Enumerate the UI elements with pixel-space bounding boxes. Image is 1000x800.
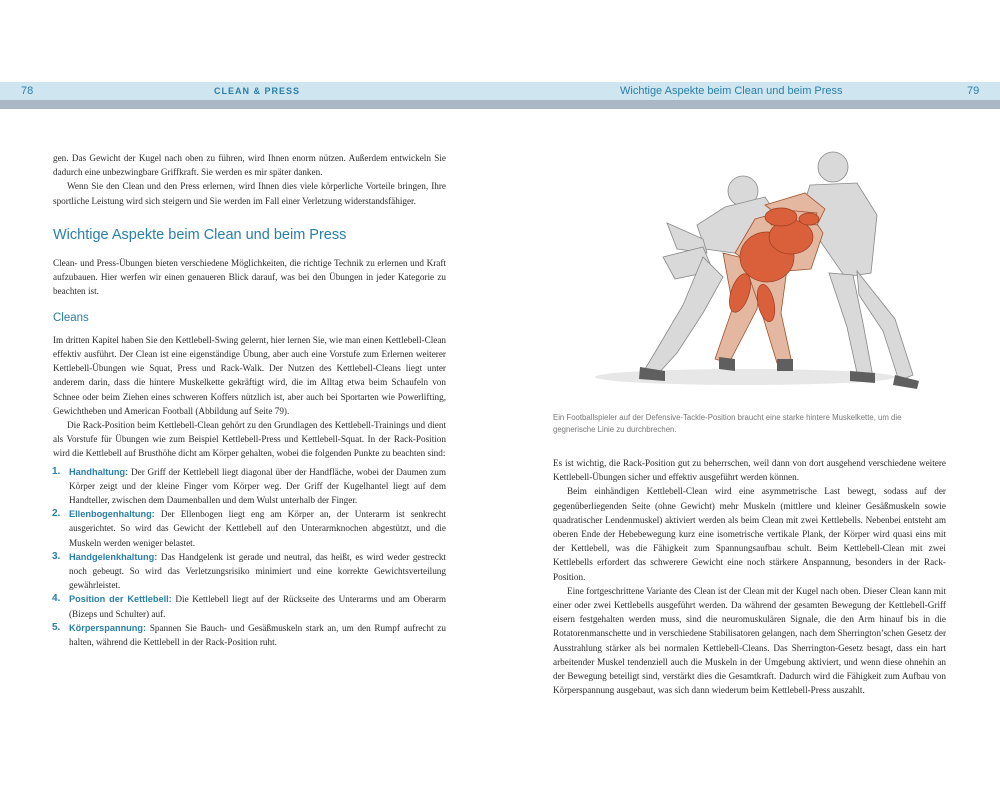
header-bar: [0, 82, 1000, 100]
paragraph: Eine fortgeschrittene Variante des Clean ist der Clean mit der Kugel nach oben. Dieser Clean kann mit einer oder zwei Kettlebells ausgeführt werden. Da während der gesamten Bewegung der Kettlebell-Griff eisern festgehalten werden muss, sind die neuromuskulären Signale, die den Arm hinauf bis in die Rotatorenmanschette und in verschiedene Stabilisatoren gelangen, nach dem Sherrington’schen Gesetz der Ausstrahlung stärker als bei normalen Kettlebell-Cleans. Das Sherrington-Gesetz besagt, dass ein hart arbeitender Muskel tendenziell auch die Muskeln in der Umgebung aktiviert, und wenn diese ohnehin an der Bewegung beteiligt sind, verstärkt dies die Gesamtkraft. Dadurch wird die Fähigkeit zum Aufbau von Körperspannung ausgebaut, was sich dann wiederum beim Kettlebell-Press auszahlt.: [553, 585, 946, 696]
list-item: [53, 592, 446, 620]
page-number-right: 79: [967, 85, 980, 97]
list-text: Das Handgelenk ist gerade und neutral, das heißt, es wird weder gestreckt noch gebeugt. So wird das Verletzungsrisiko minimiert und eine korrekte Gewichtsverteilung gewährleistet.: [69, 551, 446, 591]
list-term: Position der Kettlebell:: [69, 594, 172, 605]
subsection-heading: Cleans: [53, 311, 89, 324]
list-number: 4.: [52, 593, 61, 605]
figure-caption: Ein Footballspieler auf der Defensive-Tackle-Position braucht eine starke hintere Muskelkette, um die gegnerische Linie zu durchbrechen.: [553, 413, 902, 434]
list-number: 2.: [52, 508, 61, 520]
paragraph: Clean- und Press-Übungen bieten verschiedene Möglichkeiten, die richtige Technik zu erlernen und Kraft aufzubauen. Hier werfen wir einen genaueren Blick darauf, was bei den Übungen in jeder Kategorie zu beachten ist.: [53, 258, 446, 297]
running-head-left: CLEAN & PRESS: [214, 86, 301, 96]
list-term: Handgelenkhaltung:: [69, 551, 158, 562]
section-heading: Wichtige Aspekte beim Clean und beim Press: [53, 226, 347, 243]
rack-position-points-list: [53, 465, 446, 650]
list-item: [53, 621, 446, 649]
paragraph: Beim einhändigen Kettlebell-Clean wird eine asymmetrische Last bewegt, sodass auf der gegenüberliegenden Seite (ohne Gewicht) mehr Muskeln (mittlere und kleiner Gesäßmuskeln sowie quadratischer Lendenmuskel) aktiviert werden als beim Clean mit zwei Kettlebells. Nebenbei entsteht am oberen Ende der Hebebewegung kurz eine isometrische vertikale Plank, der Körper wird quasi eins mit der Kettlebell, was die Fähigkeit zum Spannungsaufbau schult. Beim Kettlebell-Clean mit zwei Kettlebells erfordert das schwerere Gewicht eine noch stärkere Anspannung, besonders in der Rack-Position.: [553, 486, 946, 582]
paragraph: gen. Das Gewicht der Kugel nach oben zu führen, wird Ihnen enorm nützen. Außerdem entwickeln Sie dadurch eine unbezwingbare Griffkraft. Sie werden es mir später danken.: [53, 153, 446, 178]
list-number: 1.: [52, 465, 61, 477]
page-number-left: 78: [21, 85, 34, 97]
list-text: Der Ellenbogen liegt eng am Körper an, der Unterarm ist senkrecht ausgerichtet. So wird das Gewicht der Kettlebell auf den Unterarmknochen abgestützt, und die Muskeln werden weniger belastet.: [69, 509, 446, 548]
list-term: Körperspannung:: [69, 622, 147, 633]
list-number: 5.: [52, 621, 61, 633]
list-term: Ellenbogenhaltung:: [69, 509, 155, 520]
list-text: Der Griff der Kettlebell liegt diagonal über der Handfläche, wobei der Daumen zum Körper zeigt und der kleine Finger vom Körper weg. Der Griff der Kugelhantel liegt auf dem Handteller, zwischen dem Daumenballen und dem Wulst unterhalb der Finger.: [69, 466, 446, 506]
list-term: Handhaltung:: [69, 466, 129, 477]
left-page-column: [53, 151, 446, 649]
paragraph: Wenn Sie den Clean und den Press erlernen, wird Ihnen dies viele körperliche Vorteile bringen, Ihre sportliche Leistung wird sich steigern und Sie werden im Fall einer Verletzung widerstandsfähiger.: [53, 181, 446, 206]
list-item: [53, 550, 446, 593]
running-head-right: Wichtige Aspekte beim Clean und beim Press: [620, 85, 843, 97]
list-item: [53, 465, 446, 508]
header-rule: [0, 100, 1000, 109]
right-page-column: [553, 456, 946, 697]
list-text: Die Kettlebell liegt auf der Rückseite des Unterarms und am Oberarm (Bizeps und Schulter) auf.: [69, 594, 446, 619]
list-item: [53, 507, 446, 550]
paragraph: Es ist wichtig, die Rack-Position gut zu beherrschen, weil dann von dort ausgehend verschiedene weitere Kettlebell-Übungen sicher und effektiv ausgeführt werden können.: [553, 458, 946, 483]
football-players-anatomy-illustration: [595, 145, 925, 400]
list-number: 3.: [52, 550, 61, 562]
list-text: Spannen Sie Bauch- und Gesäßmuskeln stark an, um den Rumpf aufrecht zu halten, während die Kettlebell in der Rack-Position ruht.: [69, 622, 446, 648]
paragraph: Im dritten Kapitel haben Sie den Kettlebell-Swing gelernt, hier lernen Sie, wie man einen Kettlebell-Clean effektiv ausführt. Der Clean ist eine eigenständige Übung, aber auch eine Vorstufe zum Erlernen weiterer Kettlebell-Übungen wie Squat, Press und Rack-Walk. Der Nutzen des Kettlebell-Cleans liegt unter anderem darin, dass die hintere Muskelkette gekräftigt wird, die im Alltag etwa beim Schaufeln von Schnee oder beim Ziehen eines schweren Koffers nützlich ist, aber auch bei Sportarten wie Powerlifting, Gewichtheben und American Football (Abbildung auf Seite 79).: [53, 334, 446, 416]
paragraph: Die Rack-Position beim Kettlebell-Clean gehört zu den Grundlagen des Kettlebell-Trainings und dient als Vorstufe für Übungen wie zum Beispiel Kettlebell-Press und Kettlebell-Squat. In der Rack-Position wird die Kettlebell auf Brusthöhe dicht am Körper gehalten, wobei die folgenden Punkte zu beachten sind:: [53, 420, 446, 459]
